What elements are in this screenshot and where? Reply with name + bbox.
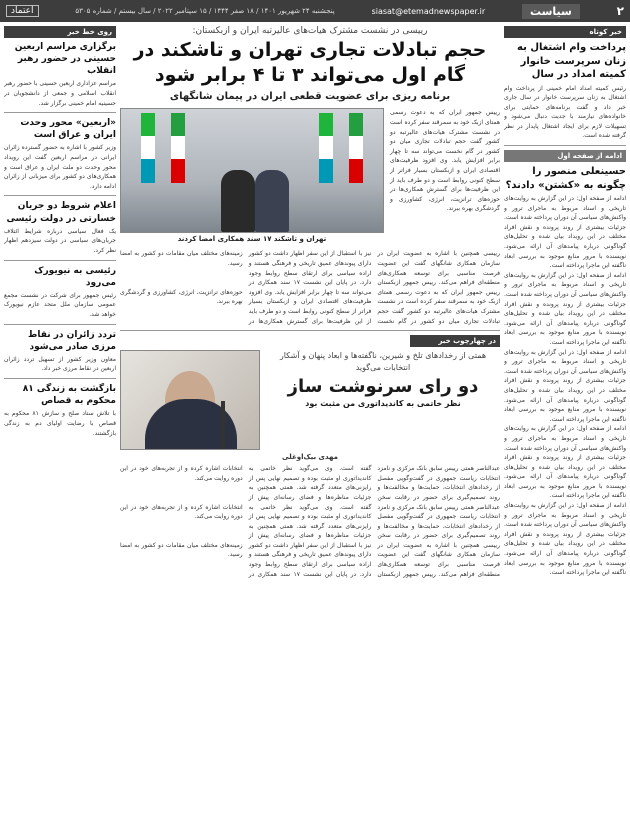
article-body: رییس جمهور ایران که به دعوت رسمی همتای ازبک خود به سمرقند سفر کرده است در نشست مشترک هیات‌های عالیرتبه دو کشور گفت حجم تبادلات تجاری میان دو کشور در گام نخست می‌تواند سه تا چهار برابر افزایش یابد. وی افزود ظرفیت‌های اقتصادی ایران و ازبکستان بسیار فراتر از سطح کنونی روابط است و دو طرف باید از این ظرفیت‌ها برای گسترش همکاری‌ها در حوزه‌های ترانزیت، انرژی، کشاورزی و گردشگری بهره ببرند.	[390, 109, 500, 213]
article-headline[interactable]: رئیسی به نیویورک می‌رود	[34, 265, 116, 288]
portrait-photo	[120, 350, 260, 450]
article-headline[interactable]: تردد زائران در نقاط مرزی صادر می‌شود	[27, 329, 116, 352]
flag-icon	[141, 113, 155, 183]
lead-text: همتی از رخدادهای تلخ و شیرین، ناگفته‌ها و ابعاد پنهان و آشکار انتخابات می‌گوید	[279, 351, 487, 373]
flag-icon	[171, 113, 185, 183]
article-body: ادامه از صفحه اول: در این گزارش به روایت‌های تاریخی و اسناد مربوط به ماجرای ترور و واکنش‌های سیاسی آن دوران پرداخته شده است. جزئیات بیشتری از روند پرونده و نقش افراد مختلف در این رویداد بیان شده و تحلیل‌های گوناگونی درباره پیامدهای آن ارائه می‌شود. نویسنده با مرور منابع موجود به بررسی ابعاد ناگفته این ماجرا پرداخته است.	[504, 195, 626, 270]
divider	[504, 145, 626, 146]
sub-headline: برنامه ریزی برای عضویت قطعی ایران در پیمان شانگهای	[169, 91, 451, 103]
headline-kicker: رییسی در نشست مشترک هیات‌های عالیرتبه ایران و ازبکستان:	[192, 26, 428, 36]
main-headline[interactable]: حجم تبادلات تجاری تهران و تاشکند در گام اول می‌تواند ۳ تا ۴ برابر شود	[133, 39, 487, 86]
article-body: ادامه از صفحه اول: در این گزارش به روایت‌های تاریخی و اسناد مربوط به ماجرای ترور و واکنش‌های سیاسی آن دوران پرداخته شده است. جزئیات بیشتری از روند پرونده و نقش افراد مختلف در این رویداد بیان شده و تحلیل‌های گوناگونی درباره پیامدهای آن ارائه می‌شود. نویسنده با مرور منابع موجود به بررسی ابعاد ناگفته این ماجرا پرداخته است.	[504, 502, 626, 577]
article-body: با تلاش ستاد صلح و سازش ۸۱ محکوم به قصاص با رضایت اولیای دم به زندگی بازگشتند.	[4, 410, 116, 437]
article-headline[interactable]: پرداخت وام اشتغال به زنان سرپرست خانوار کمیته امداد در سال	[517, 42, 626, 80]
article-body: وزیر کشور با اشاره به حضور گسترده زائران ایرانی در مراسم اربعین گفت این رویداد محور وحدت دو ملت ایران و عراق است و همکاری‌های دو کشور برای میزبانی از زائران ادامه دارد.	[4, 144, 116, 190]
center-column	[120, 26, 500, 816]
article-headline[interactable]: اعلام شروط دو جریان خسارتی در دولت رئیسی	[6, 201, 116, 224]
divider	[4, 324, 116, 325]
divider	[4, 112, 116, 113]
divider	[4, 378, 116, 379]
article-body: رییس جمهور ایران که به دعوت رسمی همتای ازبک خود به سمرقند سفر کرده است در نشست مشترک هیات‌های عالیرتبه دو کشور گفت حجم تبادلات تجاری میان دو کشور در گام نخست می‌تواند سه تا چهار برابر افزایش یابد. وی افزود ظرفیت‌های اقتصادی ایران و ازبکستان بسیار فراتر از سطح کنونی روابط است و دو طرف باید از این ظرفیت‌ها برای گسترش همکاری‌ها در حوزه‌های ترانزیت، انرژی، کشاورزی و گردشگری بهره ببرند.	[120, 288, 500, 325]
article-body: ادامه از صفحه اول: در این گزارش به روایت‌های تاریخی و اسناد مربوط به ماجرای ترور و واکنش‌های سیاسی آن دوران پرداخته شده است. جزئیات بیشتری از روند پرونده و نقش افراد مختلف در این رویداد بیان شده و تحلیل‌های گوناگونی درباره پیامدهای آن ارائه می‌شود. نویسنده با مرور منابع موجود به بررسی ابعاد ناگفته این ماجرا پرداخته است.	[504, 271, 626, 346]
microphone-icon	[221, 401, 225, 450]
left-column	[4, 26, 116, 816]
article-body: معاون وزیر کشور از تسهیل تردد زائران اربعین در نقاط مرزی خبر داد.	[4, 355, 116, 373]
flag-icon	[319, 113, 333, 183]
article-body: یک فعال سیاسی درباره شرایط ائتلاف جریان‌های سیاسی در دولت سیزدهم اظهار نظر کرد.	[4, 227, 116, 254]
article-body: رئیس کمیته امداد امام خمینی از پرداخت وام اشتغال به زنان سرپرست خانوار در سال جاری خبر داد و گفت برنامه‌های حمایتی برای خانواده‌های نیازمند با جدیت دنبال می‌شود و تسهیلات لازم برای ایجاد اشتغال پایدار در نظر گرفته شده است.	[504, 84, 626, 140]
section-tag: خبر کوتاه	[504, 26, 626, 38]
article-body: رییسی همچنین با اشاره به عضویت ایران در سازمان همکاری شانگهای گفت این عضویت فرصت مناسبی برای توسعه همکاری‌های منطقه‌ای فراهم می‌کند. رییس جمهور ازبکستان نیز با استقبال از این سفر اظهار داشت دو کشور دارای پیوندهای عمیق تاریخی و فرهنگی هستند و اراده سیاسی برای ارتقای سطح روابط وجود دارد. در پایان این نشست ۱۷ سند همکاری در زمینه‌های مختلف میان مقامات دو کشور به امضا رسید.	[120, 541, 500, 578]
article-body: رییسی همچنین با اشاره به عضویت ایران در سازمان همکاری شانگهای گفت این عضویت فرصت مناسبی برای توسعه همکاری‌های منطقه‌ای فراهم می‌کند. رییس جمهور ازبکستان نیز با استقبال از این سفر اظهار داشت دو کشور دارای پیوندهای عمیق تاریخی و فرهنگی هستند و اراده سیاسی برای ارتقای سطح روابط وجود دارد. در پایان این نشست ۱۷ سند همکاری در زمینه‌های مختلف میان مقامات دو کشور به امضا رسید.	[120, 250, 500, 287]
author-name: مهدی بیک‌اوغلی	[282, 453, 338, 462]
section-tag: روی خط خبر	[4, 26, 116, 38]
article-body: رئیس جمهور برای شرکت در نشست مجمع عمومی سازمان ملل متحد عازم نیویورک خواهد شد.	[4, 291, 116, 318]
interview-subhead: نظر خاتمی به کاندیداتوری من مثبت بود	[305, 399, 461, 409]
article-body: ادامه از صفحه اول: در این گزارش به روایت‌های تاریخی و اسناد مربوط به ماجرای ترور و واکنش‌های سیاسی آن دوران پرداخته شده است. جزئیات بیشتری از روند پرونده و نقش افراد مختلف در این رویداد بیان شده و تحلیل‌های گوناگونی درباره پیامدهای آن ارائه می‌شود. نویسنده با مرور منابع موجود به بررسی ابعاد ناگفته این ماجرا پرداخته است.	[504, 425, 626, 500]
page-number: ۲	[616, 4, 624, 18]
person-figure	[255, 170, 289, 232]
article-body: عبدالناصر همتی رییس سابق بانک مرکزی و نامزد انتخابات ریاست جمهوری در گفت‌وگویی مفصل از رخدادهای انتخابات، حمایت‌ها و مخالفت‌ها و روند تصمیم‌گیری برای حضور در رقابت سخن گفته است. وی می‌گوید نظر خاتمی به کاندیداتوری او مثبت بوده و تصمیم نهایی پس از رایزنی‌های متعدد گرفته شد. همتی همچنین به جزئیات مناظره‌ها و فضای رسانه‌ای پیش از انتخابات اشاره کرده و از تجربه‌های خود در این دوره روایت می‌کند.	[120, 503, 500, 540]
section-tag: در چهارچوب خبر	[410, 335, 500, 347]
divider	[120, 330, 500, 331]
section-title: سیاست	[522, 4, 580, 19]
section-tag: ادامه از صفحه اول	[504, 150, 626, 162]
article-headline[interactable]: برگزاری مراسم اربعین حسینی در حضور رهبر انقلاب	[14, 42, 116, 77]
photo-caption: تهران و تاشکند ۱۷ سند همکاری امضا کردند	[177, 235, 327, 244]
article-headline[interactable]: «اربعین» محور وحدت ایران و عراق است	[20, 118, 116, 141]
email-link[interactable]: siasat@etemadnewspaper.ir	[371, 6, 486, 16]
article-body: مراسم عزاداری اربعین حسینی با حضور رهبر انقلاب اسلامی و جمعی از دانشجویان در حسینیه امام خمینی برگزار شد.	[4, 80, 116, 107]
article-body: ادامه از صفحه اول: در این گزارش به روایت‌های تاریخی و اسناد مربوط به ماجرای ترور و واکنش‌های سیاسی آن دوران پرداخته شده است. جزئیات بیشتری از روند پرونده و نقش افراد مختلف در این رویداد بیان شده و تحلیل‌های گوناگونی درباره پیامدهای آن ارائه می‌شود. نویسنده با مرور منابع موجود به بررسی ابعاد ناگفته این ماجرا پرداخته است.	[504, 348, 626, 423]
page-header	[0, 0, 630, 22]
newspaper-logo: اعتماد	[6, 5, 39, 17]
right-column	[504, 26, 626, 816]
article-headline[interactable]: حسینعلی منصور را چگونه به «کشتن» دادند؟	[505, 166, 626, 191]
interview-headline[interactable]: دو رای سرنوشت ساز	[287, 376, 479, 398]
article-body: عبدالناصر همتی رییس سابق بانک مرکزی و نامزد انتخابات ریاست جمهوری در گفت‌وگویی مفصل از رخدادهای انتخابات، حمایت‌ها و مخالفت‌ها و روند تصمیم‌گیری برای حضور در رقابت سخن گفته است. وی می‌گوید نظر خاتمی به کاندیداتوری او مثبت بوده و تصمیم نهایی پس از رایزنی‌های متعدد گرفته شد. همتی همچنین به جزئیات مناظره‌ها و فضای رسانه‌ای پیش از انتخابات اشاره کرده و از تجربه‌های خود در این دوره روایت می‌کند.	[120, 465, 500, 501]
news-photo	[120, 108, 384, 233]
divider	[4, 260, 116, 261]
flag-icon	[349, 113, 363, 183]
article-headline[interactable]: بازگشت به زندگی ۸۱ محکوم به قصاص	[22, 384, 116, 407]
divider	[4, 195, 116, 196]
issue-date: پنجشنبه ۲۴ شهریور ۱۴۰۱ / ۱۸ صفر ۱۴۴۴ / ۱۵ سپتامبر ۲۰۲۲ / سال بیستم / شماره ۵۳۰۵	[75, 7, 335, 15]
person-figure	[221, 170, 255, 232]
